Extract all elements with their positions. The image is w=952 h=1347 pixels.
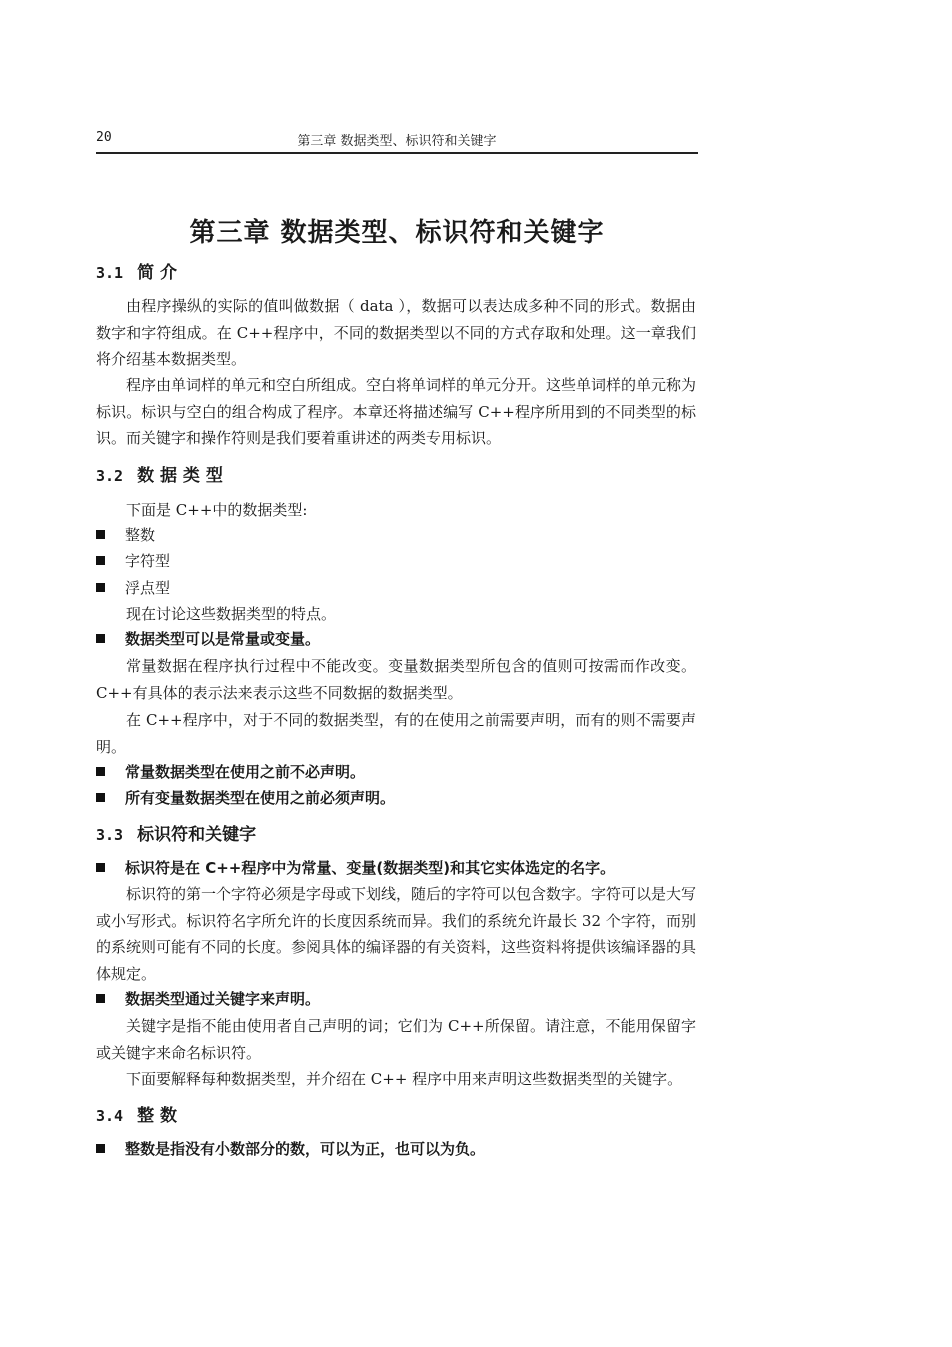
bullet-square-icon: [96, 530, 105, 539]
section-title: 整 数: [137, 1106, 178, 1126]
bullet-square-icon: [96, 556, 105, 565]
section-title: 简 介: [137, 263, 178, 283]
section-heading-3-2: [96, 461, 223, 486]
paragraph: 下面是 C++中的数据类型:: [126, 501, 308, 519]
section-heading-3-1: [96, 258, 177, 283]
paragraph: 现在讨论这些数据类型的特点。: [126, 605, 337, 623]
bullet-item: 常量数据类型在使用之前不必声明。: [96, 759, 696, 785]
paragraph: 由程序操纵的实际的值叫做数据（ data ），数据可以表达成多种不同的形式。数据由数字和字符组成。在 C++程序中，不同的数据类型以不同的方式存取和处理。这一章我们将介绍基本数据类型。: [96, 297, 696, 368]
paragraph: 在 C++程序中，对于不同的数据类型，有的在使用之前需要声明，而有的则不需要声明。: [96, 711, 696, 756]
bullet-square-icon: [96, 793, 105, 802]
section-number: 3.1: [96, 264, 124, 282]
page-number: 20: [96, 130, 112, 145]
chapter-title: 第三章 数据类型、标识符和关键字: [189, 218, 605, 248]
bullet-item: 整数是指没有小数部分的数，可以为正，也可以为负。: [96, 1136, 696, 1162]
section-title: 数 据 类 型: [137, 466, 223, 486]
bullet-square-icon: [96, 994, 105, 1003]
bullet-item: 数据类型可以是常量或变量。: [96, 626, 696, 652]
bullet-square-icon: [96, 634, 105, 643]
bullet-item: 浮点型: [96, 575, 696, 601]
paragraph: 标识符的第一个字符必须是字母或下划线，随后的字符可以包含数字。字符可以是大写或小写形式。标识符名字所允许的长度因系统而异。我们的系统允许最长 32 个字符，而别的系统则可能有不同的长度。参阅具体的编译器的有关资料，这些资料将提供该编译器的具体规定。: [96, 885, 697, 983]
bullet-item: 所有变量数据类型在使用之前必须声明。: [96, 785, 696, 811]
paragraph: 程序由单词样的单元和空白所组成。空白将单词样的单元分开。这些单词样的单元称为标识。标识与空白的组合构成了程序。本章还将描述编写 C++程序所用到的不同类型的标识。而关键字和操作符则是我们要着重讲述的两类专用标识。: [96, 376, 697, 447]
section-title: 标识符和关键字: [137, 825, 257, 845]
running-header: [96, 128, 698, 154]
bullet-item: 整数: [96, 522, 696, 548]
section-heading-3-4: [96, 1101, 177, 1126]
bullet-square-icon: [96, 863, 105, 872]
bullet-square-icon: [96, 583, 105, 592]
section-number: 3.2: [96, 467, 124, 485]
paragraph: 下面要解释每种数据类型，并介绍在 C++ 程序中用来声明这些数据类型的关键字。: [126, 1070, 683, 1088]
paragraph: 关键字是指不能由使用者自己声明的词；它们为 C++所保留。请注意，不能用保留字或关键字来命名标识符。: [96, 1017, 696, 1062]
section-number: 3.3: [96, 826, 124, 844]
section-heading-3-3: [96, 820, 256, 845]
bullet-item: 字符型: [96, 548, 696, 574]
running-title: 第三章 数据类型、标识符和关键字: [297, 134, 497, 149]
section-number: 3.4: [96, 1107, 124, 1125]
bullet-item: 标识符是在 C++程序中为常量、变量(数据类型)和其它实体选定的名字。: [96, 855, 696, 881]
bullet-square-icon: [96, 1144, 105, 1153]
paragraph: 常量数据在程序执行过程中不能改变。变量数据类型所包含的值则可按需而作改变。C++有具体的表示法来表示这些不同数据的数据类型。: [96, 657, 696, 702]
bullet-square-icon: [96, 767, 105, 776]
bullet-item: 数据类型通过关键字来声明。: [96, 986, 696, 1012]
